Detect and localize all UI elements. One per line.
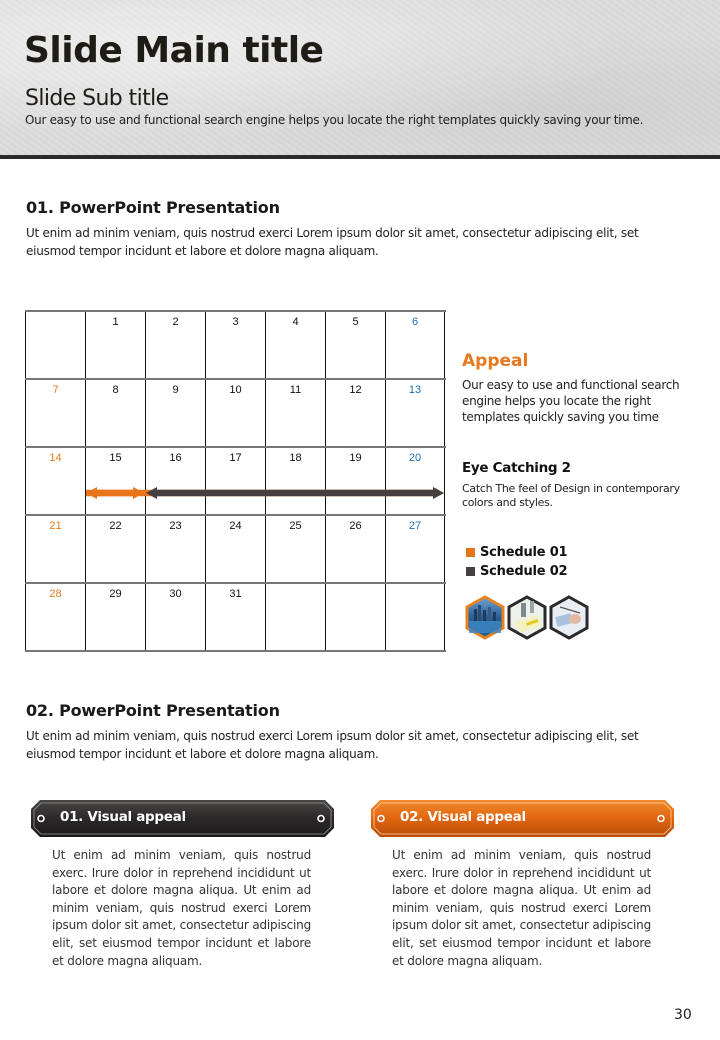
legend-schedule-02: [466, 564, 567, 579]
page-number: 30: [674, 1007, 692, 1023]
eye-catching-title: Eye Catching 2: [462, 460, 571, 476]
calendar-day-cell: 27: [385, 516, 445, 582]
calendar-day-cell: 28: [25, 584, 85, 650]
calendar-day-cell: [325, 584, 385, 650]
calendar-day-cell: 9: [145, 380, 205, 446]
calendar-week-row: [25, 378, 446, 446]
legend-swatch-icon: [466, 548, 475, 557]
calendar-day-cell: 16: [145, 448, 205, 514]
slide-sub-title: Slide Sub title: [25, 86, 169, 111]
calendar-day-cell: 24: [205, 516, 265, 582]
calendar-day-cell: 21: [25, 516, 85, 582]
calendar-day-cell: 13: [385, 380, 445, 446]
header-description: Our easy to use and functional search engine helps you locate the right templates quickly saving your time.: [25, 113, 644, 127]
business-handshake-photo-icon: [548, 595, 590, 640]
city-skyline-photo-icon: [464, 595, 506, 640]
section1-body: Ut enim ad minim veniam, quis nostrud exerci Lorem ipsum dolor sit amet, consectetur adipiscing elit, set eiusmod tempor incidunt et labore et dolore magna aliquam.: [26, 226, 639, 258]
eye-catching-text: Catch The feel of Design in contemporary colors and styles.: [462, 482, 680, 509]
calendar-day-cell: 11: [265, 380, 325, 446]
legend-label: Schedule 02: [480, 564, 568, 579]
calendar-day-cell: 8: [85, 380, 145, 446]
calendar-day-cell: 18: [265, 448, 325, 514]
calendar-day-cell: 19: [325, 448, 385, 514]
section2-body: Ut enim ad minim veniam, quis nostrud exerci Lorem ipsum dolor sit amet, consectetur adipiscing elit, set eiusmod tempor incidunt et labore et dolore magna aliquam.: [26, 729, 639, 761]
calendar-day-cell: 10: [205, 380, 265, 446]
calendar-day-cell: 3: [205, 312, 265, 378]
calendar-day-cell: 25: [265, 516, 325, 582]
calendar-day-cell: 20: [385, 448, 445, 514]
section2-title: 02. PowerPoint Presentation: [26, 701, 280, 720]
calendar-day-cell: 6: [385, 312, 445, 378]
visual-appeal-label-02: 02. Visual appeal: [400, 809, 526, 825]
calendar-day-cell: [25, 312, 85, 378]
calendar-day-cell: 5: [325, 312, 385, 378]
calendar-day-cell: 14: [25, 448, 85, 514]
appeal-text: Our easy to use and functional search engine helps you locate the right templates quickly saving you time: [462, 378, 680, 424]
visual-appeal-banner-01: [31, 800, 334, 837]
calendar-day-cell: 7: [25, 380, 85, 446]
calendar-day-cell: 17: [205, 448, 265, 514]
legend-schedule-01: [466, 545, 567, 560]
slide-main-title: Slide Main title: [24, 30, 324, 71]
construction-plans-photo-icon: [506, 595, 548, 640]
calendar-day-cell: 15: [85, 448, 145, 514]
calendar-week-row: [25, 446, 446, 514]
calendar-day-cell: 22: [85, 516, 145, 582]
calendar-day-cell: 31: [205, 584, 265, 650]
calendar-day-cell: 30: [145, 584, 205, 650]
column-text-02: Ut enim ad minim veniam, quis nostrud exerc. Irure dolor in reprehend incididunt ut labore et dolore magna aliqua. Ut enim ad minim veniam, quis nostrud exerci Lorem ipsum dolor sit amet, consectetur adipiscing elit, set eiusmod tempor incidunt et labore et dolore magna aliquam.: [392, 848, 651, 968]
calendar-day-cell: 12: [325, 380, 385, 446]
calendar-day-cell: [265, 584, 325, 650]
section1-title: 01. PowerPoint Presentation: [26, 198, 280, 217]
column-text-01: Ut enim ad minim veniam, quis nostrud exerc. Irure dolor in reprehend incididunt ut labore et dolore magna aliqua. Ut enim ad minim veniam, quis nostrud exerci Lorem ipsum dolor sit amet, consectetur adipiscing elit, set eiusmod tempor incidunt et labore et dolore magna aliquam.: [52, 848, 311, 968]
appeal-title: Appeal: [462, 351, 529, 371]
calendar-week-row: [25, 514, 446, 582]
calendar-grid: [25, 310, 446, 651]
calendar-day-cell: 2: [145, 312, 205, 378]
calendar-day-cell: 1: [85, 312, 145, 378]
calendar-week-row: [25, 582, 446, 652]
calendar-day-cell: 23: [145, 516, 205, 582]
calendar-day-cell: [385, 584, 445, 650]
calendar-day-cell: 29: [85, 584, 145, 650]
visual-appeal-banner-02: [371, 800, 674, 837]
calendar-week-row: [25, 310, 446, 378]
header-banner: [0, 0, 720, 159]
calendar-day-cell: 26: [325, 516, 385, 582]
legend-swatch-icon: [466, 567, 475, 576]
calendar-day-cell: 4: [265, 312, 325, 378]
visual-appeal-label-01: 01. Visual appeal: [60, 809, 186, 825]
legend-label: Schedule 01: [480, 545, 568, 560]
